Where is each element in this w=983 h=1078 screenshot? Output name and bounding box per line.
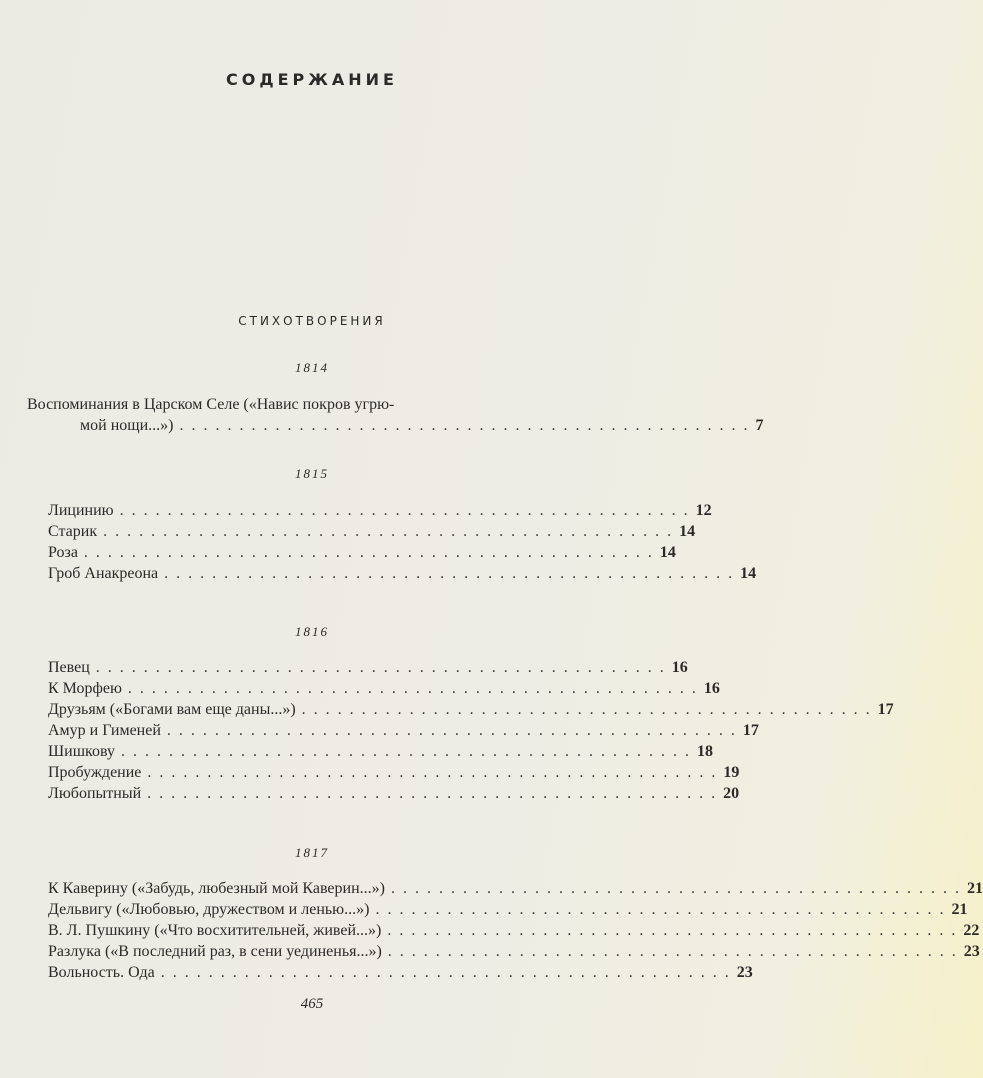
leader-dots: ................................................ [160,964,737,981]
toc-entry-page: 23 [736,964,753,981]
leader-dots: ................................................ [95,659,672,676]
toc-entry-page: 16 [671,659,688,676]
toc-entry-page: 12 [695,502,712,519]
leader-dots: ................................................ [179,417,756,434]
toc-entry-page: 16 [703,680,720,697]
leader-dots: ................................................ [387,943,964,960]
toc-entry [48,544,676,565]
toc-entry-page: 14 [659,544,676,561]
toc-entry-title: Старик [48,523,98,540]
toc-entry [48,764,740,785]
toc-entry [48,523,696,544]
toc-entry-page: 17 [742,722,759,739]
leader-dots: ................................................ [166,722,743,739]
toc-entry-page: 17 [877,701,894,718]
toc-entry-page: 23 [963,943,980,960]
toc-entry-title: Любопытный [48,785,142,802]
leader-dots: ................................................ [375,901,952,918]
leader-dots: ................................................ [147,785,724,802]
toc-entry-title: Роза [48,544,78,561]
toc-entry-page: 21 [966,880,983,897]
leader-dots: ................................................ [121,743,697,760]
toc-entry [48,502,712,523]
toc-entry [48,701,894,722]
toc-entry [48,680,720,701]
toc-entry-title: Амур и Гименей [48,722,161,739]
toc-entry [48,901,968,922]
leader-dots: ................................................ [103,523,680,540]
toc-entry-title: Друзьям («Богами вам еще даны...») [48,701,296,718]
toc-entry-title: Гроб Анакреона [48,565,159,582]
leader-dots: ................................................ [164,565,741,582]
toc-entry-page: 21 [951,901,968,918]
toc-entry [48,659,688,680]
toc-entry-title: Разлука («В последний раз, в сени уединенья...») [48,943,382,960]
toc-entry-title: Шишкову [48,743,115,760]
toc-entry [48,964,753,985]
toc-entry-title: Певец [48,659,90,676]
toc-entry [48,785,740,806]
year-heading-1817: 1817 [295,845,329,860]
toc-entry [48,880,983,901]
year-heading-1814: 1814 [295,360,329,375]
toc-entry-title: мой нощи...») [80,417,174,434]
toc-entry-title: Вольность. Ода [48,964,155,981]
toc-entry-page: 22 [963,922,980,939]
toc-entry [48,743,713,764]
toc-entry-page: 20 [723,785,740,802]
toc-entry-page: 7 [755,417,764,434]
year-heading-1815: 1815 [295,466,329,481]
toc-entry [48,922,980,943]
toc-entry-title: К Морфею [48,680,122,697]
toc-entry-title: Лицинию [48,502,114,519]
leader-dots: ................................................ [387,922,964,939]
page-number: 465 [300,996,324,1012]
leader-dots: ................................................ [119,502,696,519]
toc-entry-page: 19 [723,764,740,781]
year-heading-1816: 1816 [295,624,329,639]
toc-entry-line: Воспоминания в Царском Селе («Навис покров угрю- [27,396,395,413]
toc-entry-title: К Каверину («Забудь, любезный мой Каверин...») [48,880,385,897]
toc-entry-page: 18 [697,743,713,760]
toc-entry [48,565,757,586]
leader-dots: ................................................ [390,880,967,897]
toc-entry-page: 14 [679,523,696,540]
toc-entry [48,722,759,743]
toc-entry [80,417,764,438]
section-title: СТИХОТВОРЕНИЯ [238,314,386,328]
page-title: СОДЕРЖАНИЕ [226,70,398,89]
leader-dots: ................................................ [301,701,878,718]
leader-dots: ................................................ [147,764,724,781]
toc-entry-title: Пробуждение [48,764,142,781]
toc-entry-page: 14 [740,565,757,582]
toc-entry-title: В. Л. Пушкину («Что восхитительней, живей...») [48,922,382,939]
leader-dots: ................................................ [127,680,704,697]
toc-entry [48,943,980,964]
leader-dots: ................................................ [83,544,660,561]
toc-entry-title: Дельвигу («Любовью, дружеством и ленью...») [48,901,370,918]
